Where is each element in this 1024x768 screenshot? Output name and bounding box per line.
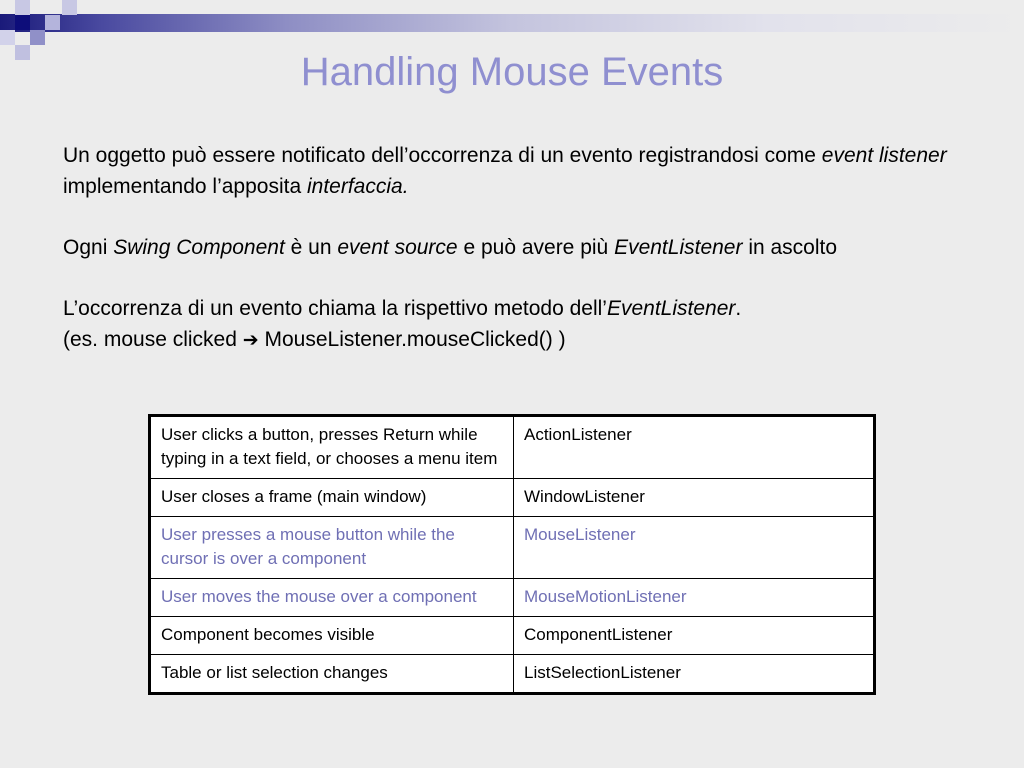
slide-body	[63, 140, 963, 356]
listener-cell: MouseMotionListener	[514, 579, 875, 617]
listener-cell: ActionListener	[514, 416, 875, 479]
listener-cell: ListSelectionListener	[514, 655, 875, 694]
table-row-highlighted	[150, 579, 875, 617]
paragraph-occurrence: L’occorrenza di un evento chiama la rispettivo metodo dell’EventListener. (es. mouse clicked ➔ MouseListener.mouseClicked() )	[63, 297, 742, 351]
paragraph-source: Ogni Swing Component è un event source e può avere più EventListener in ascolto	[63, 236, 838, 259]
event-cell: User presses a mouse button while the cursor is over a component	[150, 517, 514, 579]
event-cell: Component becomes visible	[150, 617, 514, 655]
table-row	[150, 416, 875, 479]
table-row-highlighted	[150, 517, 875, 579]
slide-title: Handling Mouse Events	[300, 50, 724, 94]
event-cell: User moves the mouse over a component	[150, 579, 514, 617]
paragraph-listener: Un oggetto può essere notificato dell’occorrenza di un evento registrandosi come event listener implementando l’apposita interfaccia.	[63, 144, 947, 198]
table-row	[150, 617, 875, 655]
header-gradient-band	[0, 14, 1024, 32]
event-cell: User closes a frame (main window)	[150, 479, 514, 517]
table-row	[150, 655, 875, 694]
event-cell: User clicks a button, presses Return while typing in a text field, or chooses a menu item	[150, 416, 514, 479]
listener-cell: WindowListener	[514, 479, 875, 517]
listener-cell: ComponentListener	[514, 617, 875, 655]
events-listener-table	[148, 414, 876, 695]
table-row	[150, 479, 875, 517]
right-arrow-icon: ➔	[242, 329, 259, 351]
event-cell: Table or list selection changes	[150, 655, 514, 694]
listener-cell: MouseListener	[514, 517, 875, 579]
